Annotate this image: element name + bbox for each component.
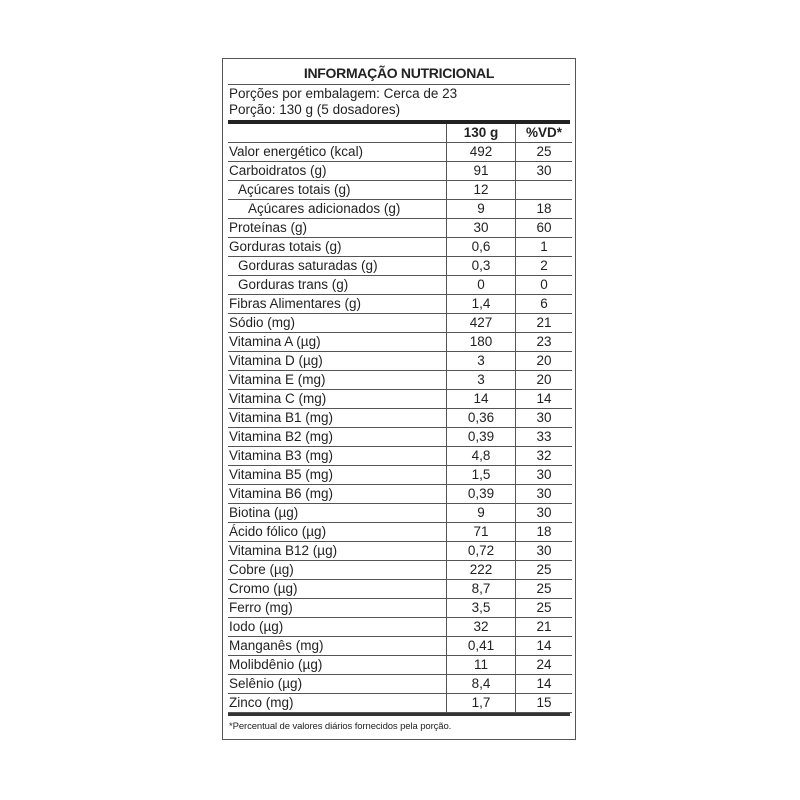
nutrient-amount: 3	[447, 371, 516, 390]
nutrient-amount: 0	[447, 276, 516, 295]
thick-divider	[228, 713, 570, 716]
nutrient-name: Açúcares totais (g)	[228, 181, 447, 200]
nutrient-vd: 23	[516, 333, 573, 352]
nutrient-vd: 30	[516, 485, 573, 504]
nutrient-vd: 20	[516, 371, 573, 390]
nutrient-name: Gorduras trans (g)	[228, 276, 447, 295]
nutrient-vd: 21	[516, 618, 573, 637]
nutrient-amount: 8,4	[447, 675, 516, 694]
nutrient-name: Vitamina B6 (mg)	[228, 485, 447, 504]
nutrient-amount: 0,36	[447, 409, 516, 428]
nutrient-name: Sódio (mg)	[228, 314, 447, 333]
table-row	[228, 561, 572, 580]
nutrient-name: Zinco (mg)	[228, 694, 447, 713]
nutrient-vd: 25	[516, 143, 573, 162]
nutrient-name: Ferro (mg)	[228, 599, 447, 618]
nutrient-amount: 427	[447, 314, 516, 333]
nutrient-vd: 25	[516, 561, 573, 580]
nutrient-vd: 25	[516, 599, 573, 618]
nutrient-amount: 222	[447, 561, 516, 580]
table-row	[228, 219, 572, 238]
table-row	[228, 447, 572, 466]
header-amount: 130 g	[447, 124, 516, 143]
nutrient-vd: 18	[516, 523, 573, 542]
nutrient-vd: 30	[516, 504, 573, 523]
serving-info	[228, 86, 570, 118]
nutrient-name: Fibras Alimentares (g)	[228, 295, 447, 314]
nutrient-amount: 0,39	[447, 428, 516, 447]
nutrient-name: Gorduras saturadas (g)	[228, 257, 447, 276]
nutrient-name: Vitamina B1 (mg)	[228, 409, 447, 428]
nutrient-vd: 14	[516, 675, 573, 694]
nutrition-table	[228, 124, 572, 713]
table-row	[228, 295, 572, 314]
nutrient-name: Vitamina E (mg)	[228, 371, 447, 390]
table-row	[228, 656, 572, 675]
nutrient-amount: 32	[447, 618, 516, 637]
nutrient-amount: 14	[447, 390, 516, 409]
nutrient-amount: 492	[447, 143, 516, 162]
divider	[228, 84, 570, 85]
nutrient-vd: 18	[516, 200, 573, 219]
header-vd: %VD*	[516, 124, 573, 143]
nutrient-vd: 33	[516, 428, 573, 447]
nutrient-name: Biotina (µg)	[228, 504, 447, 523]
table-row	[228, 162, 572, 181]
nutrient-name: Cobre (µg)	[228, 561, 447, 580]
nutrient-name: Vitamina D (µg)	[228, 352, 447, 371]
table-row	[228, 694, 572, 713]
nutrient-vd: 15	[516, 694, 573, 713]
nutrient-vd: 6	[516, 295, 573, 314]
nutrient-amount: 0,41	[447, 637, 516, 656]
serving-size: Porção: 130 g (5 dosadores)	[229, 102, 401, 117]
nutrient-vd: 0	[516, 276, 573, 295]
nutrient-name: Iodo (µg)	[228, 618, 447, 637]
nutrient-name: Vitamina B5 (mg)	[228, 466, 447, 485]
nutrient-amount: 0,3	[447, 257, 516, 276]
nutrient-name: Gorduras totais (g)	[228, 238, 447, 257]
nutrient-amount: 91	[447, 162, 516, 181]
table-row	[228, 352, 572, 371]
label-title: INFORMAÇÃO NUTRICIONAL	[303, 65, 495, 81]
nutrient-amount: 4,8	[447, 447, 516, 466]
table-row	[228, 333, 572, 352]
nutrient-amount: 1,7	[447, 694, 516, 713]
nutrient-name: Vitamina B3 (mg)	[228, 447, 447, 466]
nutrient-name: Vitamina C (mg)	[228, 390, 447, 409]
nutrient-name: Manganês (mg)	[228, 637, 447, 656]
table-row	[228, 485, 572, 504]
footnote: *Percentual de valores diários fornecidos pela porção.	[229, 721, 452, 732]
nutrient-name: Vitamina B12 (µg)	[228, 542, 447, 561]
nutrient-name: Valor energético (kcal)	[228, 143, 447, 162]
table-row	[228, 599, 572, 618]
table-row	[228, 504, 572, 523]
nutrient-vd: 30	[516, 542, 573, 561]
nutrient-amount: 3,5	[447, 599, 516, 618]
servings-per-package: Porções por embalagem: Cerca de 23	[229, 86, 458, 101]
nutrient-name: Cromo (µg)	[228, 580, 447, 599]
table-row	[228, 181, 572, 200]
nutrient-amount: 30	[447, 219, 516, 238]
nutrient-vd: 2	[516, 257, 573, 276]
table-header	[228, 124, 572, 143]
table-row	[228, 523, 572, 542]
nutrient-amount: 71	[447, 523, 516, 542]
nutrient-name: Proteínas (g)	[228, 219, 447, 238]
nutrition-facts-label	[222, 58, 576, 740]
nutrient-amount: 8,7	[447, 580, 516, 599]
table-row	[228, 580, 572, 599]
nutrient-vd: 30	[516, 409, 573, 428]
table-row	[228, 675, 572, 694]
nutrient-amount: 0,39	[447, 485, 516, 504]
nutrient-vd: 30	[516, 466, 573, 485]
nutrient-amount: 180	[447, 333, 516, 352]
table-row	[228, 143, 572, 162]
nutrient-vd: 32	[516, 447, 573, 466]
table-row	[228, 466, 572, 485]
nutrient-vd: 25	[516, 580, 573, 599]
nutrient-name: Molibdênio (µg)	[228, 656, 447, 675]
nutrient-amount: 9	[447, 200, 516, 219]
table-row	[228, 428, 572, 447]
table-row	[228, 200, 572, 219]
nutrient-amount: 1,4	[447, 295, 516, 314]
nutrient-name: Selênio (µg)	[228, 675, 447, 694]
table-row	[228, 371, 572, 390]
nutrient-vd: 20	[516, 352, 573, 371]
table-row	[228, 618, 572, 637]
nutrient-amount: 0,6	[447, 238, 516, 257]
table-row	[228, 637, 572, 656]
nutrient-amount: 9	[447, 504, 516, 523]
table-row	[228, 276, 572, 295]
nutrient-name: Carboidratos (g)	[228, 162, 447, 181]
nutrient-amount: 11	[447, 656, 516, 675]
nutrient-name: Açúcares adicionados (g)	[228, 200, 447, 219]
nutrient-name: Vitamina A (µg)	[228, 333, 447, 352]
nutrient-amount: 12	[447, 181, 516, 200]
nutrient-vd: 21	[516, 314, 573, 333]
nutrient-amount: 3	[447, 352, 516, 371]
table-row	[228, 409, 572, 428]
nutrient-vd: 14	[516, 637, 573, 656]
table-row	[228, 314, 572, 333]
nutrient-vd: 14	[516, 390, 573, 409]
table-row	[228, 238, 572, 257]
nutrient-vd: 1	[516, 238, 573, 257]
nutrient-name: Ácido fólico (µg)	[228, 523, 447, 542]
nutrient-amount: 0,72	[447, 542, 516, 561]
nutrient-amount: 1,5	[447, 466, 516, 485]
table-row	[228, 257, 572, 276]
nutrient-vd: 24	[516, 656, 573, 675]
table-row	[228, 542, 572, 561]
nutrient-vd: 60	[516, 219, 573, 238]
nutrient-vd	[516, 181, 573, 200]
table-row	[228, 390, 572, 409]
nutrient-vd: 30	[516, 162, 573, 181]
nutrient-name: Vitamina B2 (mg)	[228, 428, 447, 447]
